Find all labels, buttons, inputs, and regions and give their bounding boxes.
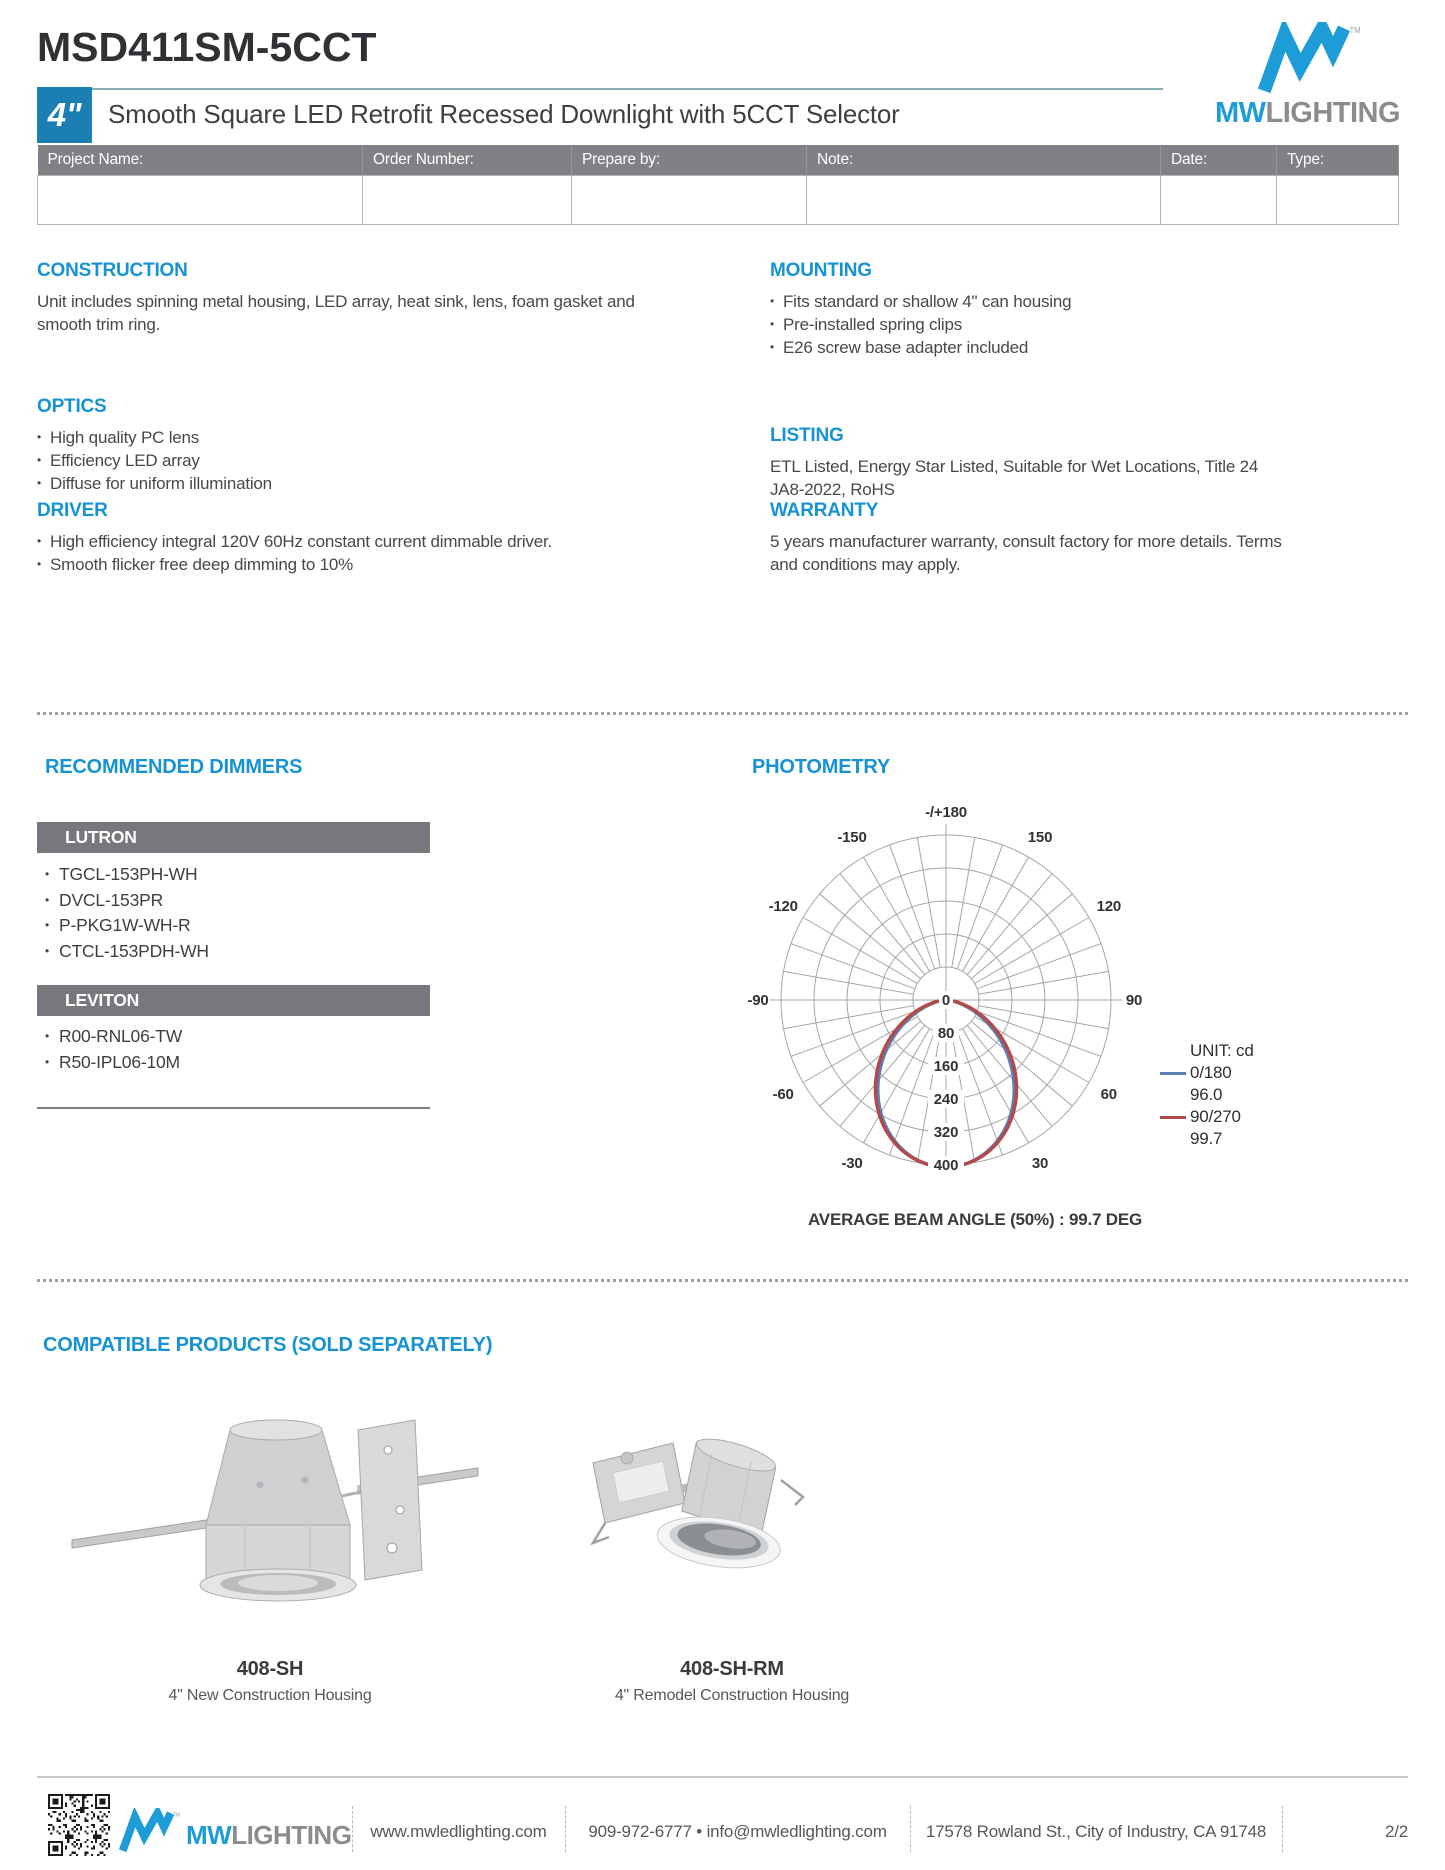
project-name-field xyxy=(38,176,363,225)
mw-logo-icon xyxy=(1248,22,1368,94)
svg-text:400: 400 xyxy=(933,1157,959,1174)
legend-unit-label: UNIT: cd xyxy=(1190,1041,1254,1060)
svg-text:-150: -150 xyxy=(837,829,867,847)
section-title-listing: LISTING xyxy=(770,425,844,446)
optics-bullet: • High quality PC lens xyxy=(37,426,649,449)
product-model: 408-SH xyxy=(236,1658,304,1680)
dimmer-model: • R00-RNL06-TW xyxy=(45,1024,182,1050)
column-header-prepare-by: Prepare by: xyxy=(572,145,807,176)
svg-text:320: 320 xyxy=(933,1124,959,1141)
dimmer-model: • R50-IPL06-10M xyxy=(45,1050,182,1076)
remodel-housing-image xyxy=(585,1425,815,1605)
project-info-table xyxy=(37,145,1399,225)
section-listing xyxy=(770,425,1260,501)
dimmer-model: • TGCL-153PH-WH xyxy=(45,862,209,888)
dimmer-brand-lutron: LUTRON xyxy=(37,822,430,853)
construction-text: Unit includes spinning metal housing, LED array, heat sink, lens, foam gasket and smooth trim ring. xyxy=(37,292,635,334)
order-number-field xyxy=(363,176,572,225)
optics-bullet: • Diffuse for uniform illumination xyxy=(37,472,649,495)
svg-text:240: 240 xyxy=(933,1091,959,1108)
product-subtitle: Smooth Square LED Retrofit Recessed Downlight with 5CCT Selector xyxy=(108,99,900,129)
product-model: 408-SH-RM xyxy=(680,1658,784,1680)
product-description: 4" New Construction Housing xyxy=(168,1687,372,1704)
section-driver xyxy=(37,500,682,576)
svg-text:60: 60 xyxy=(1100,1086,1117,1103)
driver-bullet: • High efficiency integral 120V 60Hz constant current dimmable driver. xyxy=(37,530,682,553)
dimmer-brand-leviton: LEVITON xyxy=(37,985,430,1016)
optics-bullet: • Efficiency LED array xyxy=(37,449,649,472)
svg-text:-90: -90 xyxy=(747,992,769,1009)
column-header-type: Type: xyxy=(1277,145,1399,176)
footer-brand-logo xyxy=(118,1800,351,1854)
photometry-section-title: PHOTOMETRY xyxy=(752,756,891,778)
dimmers-section-title: RECOMMENDED DIMMERS xyxy=(45,756,303,778)
leviton-model-list xyxy=(45,1024,182,1075)
svg-text:-60: -60 xyxy=(772,1086,794,1103)
svg-text:150: 150 xyxy=(1027,829,1053,847)
footer-address: 17578 Rowland St., City of Industry, CA 91748 xyxy=(925,1822,1267,1841)
legend-entry: 90/270 xyxy=(1160,1106,1330,1128)
legend-swatch-90-270 xyxy=(1160,1116,1186,1119)
column-header-order-number: Order Number: xyxy=(363,145,572,176)
footer-divider xyxy=(37,1776,1408,1778)
svg-text:30: 30 xyxy=(1031,1154,1049,1172)
section-warranty xyxy=(770,500,1295,576)
dimmer-model: • DVCL-153PR xyxy=(45,888,209,914)
product-description: 4" Remodel Construction Housing xyxy=(614,1687,850,1704)
dotted-separator xyxy=(37,1279,1408,1282)
note-field xyxy=(807,176,1161,225)
mounting-bullet: • Pre-installed spring clips xyxy=(770,313,1390,336)
column-header-date: Date: xyxy=(1161,145,1277,176)
legend-value: 96.0 xyxy=(1190,1085,1223,1104)
section-title-warranty: WARRANTY xyxy=(770,500,879,521)
svg-text:-30: -30 xyxy=(841,1154,863,1172)
dimmer-model: • P-PKG1W-WH-R xyxy=(45,913,209,939)
prepare-by-field xyxy=(572,176,807,225)
footer-contact: 909-972-6777 • info@mwledlighting.com xyxy=(588,1822,887,1841)
column-header-project-name: Project Name: xyxy=(38,145,363,176)
section-mounting xyxy=(770,260,1390,359)
section-title-driver: DRIVER xyxy=(37,500,108,521)
dimmer-model: • CTCL-153PDH-WH xyxy=(45,939,209,965)
svg-text:0: 0 xyxy=(941,992,951,1009)
trademark-mark: TM xyxy=(1348,25,1360,35)
svg-text:-/+180: -/+180 xyxy=(925,804,967,821)
section-title-optics: OPTICS xyxy=(37,396,107,417)
dotted-separator xyxy=(37,712,1408,715)
svg-text:120: 120 xyxy=(1096,898,1122,915)
beam-angle-caption: AVERAGE BEAM ANGLE (50%) : 99.7 DEG xyxy=(807,1210,1142,1229)
page-title: MSD411SM-5CCT xyxy=(37,24,377,70)
svg-text:160: 160 xyxy=(933,1058,959,1075)
photometry-polar-chart xyxy=(726,800,1166,1200)
compatible-section-title: COMPATIBLE PRODUCTS (SOLD SEPARATELY) xyxy=(43,1334,493,1356)
brand-logo xyxy=(1205,22,1410,128)
legend-swatch-0-180 xyxy=(1160,1072,1186,1075)
section-construction xyxy=(37,260,649,336)
mounting-bullet: • E26 screw base adapter included xyxy=(770,336,1390,359)
legend-value: 99.7 xyxy=(1190,1129,1223,1148)
column-header-note: Note: xyxy=(807,145,1161,176)
type-field xyxy=(1277,176,1399,225)
new-construction-housing-image xyxy=(70,1390,480,1652)
date-field xyxy=(1161,176,1277,225)
mw-logo-icon xyxy=(118,1808,180,1854)
svg-text:-120: -120 xyxy=(768,898,798,915)
svg-text:90: 90 xyxy=(1125,992,1143,1009)
dimmers-underline xyxy=(37,1107,430,1109)
chart-legend xyxy=(1160,1040,1330,1150)
lutron-model-list xyxy=(45,862,209,964)
qr-code-icon xyxy=(48,1794,110,1856)
legend-entry: 0/180 xyxy=(1160,1062,1330,1084)
svg-text:TM: TM xyxy=(172,1812,180,1819)
page-number: 2/2 xyxy=(1384,1822,1408,1841)
mounting-bullet: • Fits standard or shallow 4" can housing xyxy=(770,290,1390,313)
section-title-construction: CONSTRUCTION xyxy=(37,260,188,281)
section-title-mounting: MOUNTING xyxy=(770,260,872,281)
footer-website: www.mwledlighting.com xyxy=(370,1822,547,1841)
section-optics xyxy=(37,396,649,495)
size-badge: 4" xyxy=(37,87,92,143)
header-divider-line xyxy=(92,88,1163,90)
footer-brand-text: MWLIGHTING xyxy=(186,1820,352,1850)
listing-text: ETL Listed, Energy Star Listed, Suitable for Wet Locations, Title 24 JA8-2022, RoHS xyxy=(770,457,1259,499)
driver-bullet: • Smooth flicker free deep dimming to 10% xyxy=(37,553,682,576)
footer-separator xyxy=(1282,1806,1283,1852)
brand-logo-text: MWLIGHTING xyxy=(1214,97,1401,129)
warranty-text: 5 years manufacturer warranty, consult factory for more details. Terms and conditions may apply. xyxy=(770,532,1282,574)
svg-text:80: 80 xyxy=(937,1025,955,1042)
